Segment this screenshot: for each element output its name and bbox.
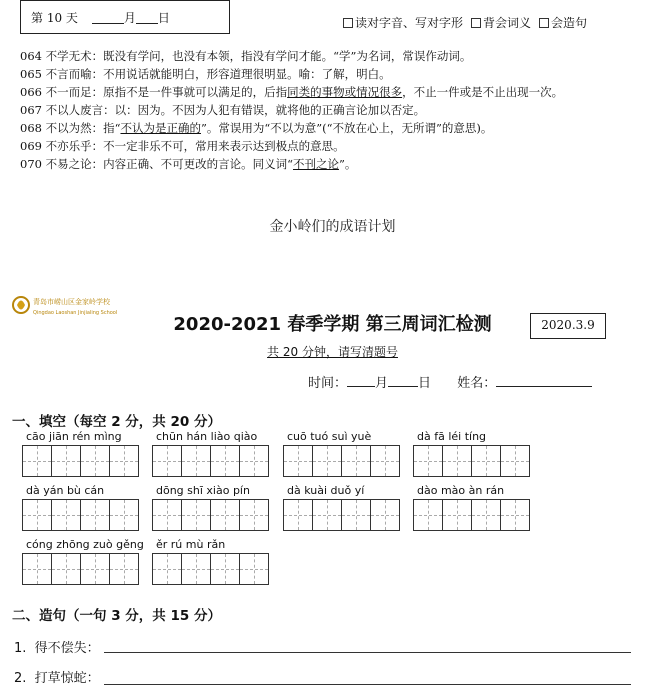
writing-boxes [152,553,269,585]
sentence-2-line[interactable] [104,684,631,685]
plan-title: 金小岭们的成语计划 [269,219,396,235]
exam-date: 2020.3.9 [530,313,606,339]
writing-cell[interactable] [81,446,110,476]
writing-cell[interactable] [182,554,211,584]
checkbox-icon[interactable] [539,18,549,28]
writing-cell[interactable] [342,446,371,476]
writing-cell[interactable] [153,554,182,584]
exam-subtitle: 共 20 分钟，请写清题号 [267,345,398,359]
logo-text-cn: 青岛市崂山区金家岭学校 [33,298,110,306]
checklist-item[interactable]: 背会词义 [471,14,531,31]
idiom-entry: 070 不易之论：内容正确、不可更改的言论。同义词“不刊之论”。 [20,157,357,171]
writing-boxes [152,499,269,531]
writing-cell[interactable] [443,500,472,530]
day-suffix: 日 [157,10,170,25]
writing-cell[interactable] [342,500,371,530]
day-blank [136,11,158,24]
pinyin-label: chūn hán liào qiào [156,430,258,443]
writing-cell[interactable] [153,446,182,476]
checkbox-icon[interactable] [471,18,481,28]
pinyin-label: ěr rú mù rǎn [156,538,226,551]
writing-cell[interactable] [313,446,342,476]
writing-cell[interactable] [371,446,399,476]
day-label: 第 10 天 [31,10,78,25]
day-input[interactable] [388,374,418,387]
writing-cell[interactable] [110,554,138,584]
checklist-item[interactable]: 读对字音、写对字形 [343,14,463,31]
writing-cell[interactable] [211,500,240,530]
writing-cell[interactable] [110,500,138,530]
writing-cell[interactable] [211,554,240,584]
writing-cell[interactable] [414,446,443,476]
section-2-title: 二、造句（一句 3 分，共 15 分） [12,608,221,624]
day-box [20,0,230,34]
writing-boxes [413,499,530,531]
month-blank [92,11,124,24]
pinyin-label: dōng shī xiào pín [156,484,250,497]
writing-cell[interactable] [52,446,81,476]
pinyin-label: cuō tuó suì yuè [287,430,372,443]
pinyin-label: cóng zhōng zuò gěng [26,538,144,551]
pinyin-label: dà fā léi tíng [417,430,487,443]
writing-cell[interactable] [23,500,52,530]
writing-boxes [413,445,530,477]
sentence-1-line[interactable] [104,652,631,653]
pinyin-label: dà yán bù cán [26,484,105,497]
pinyin-label: dào mào àn rán [417,484,505,497]
writing-cell[interactable] [153,500,182,530]
name-input[interactable] [496,374,592,387]
idiom-entry: 065 不言而喻：不用说话就能明白，形容道理很明显。喻：了解，明白。 [20,67,391,81]
writing-boxes [152,445,269,477]
idiom-list [20,47,650,173]
idiom-entry: 066 不一而足：原指不是一件事就可以满足的，后指同类的事物或情况很多，不止一件或是不止出现一次。 [20,85,564,99]
sentence-2: 2. 打草惊蛇： [14,671,100,686]
writing-cell[interactable] [23,554,52,584]
month-label: 月 [123,10,136,25]
section-1-title: 一、填空（每空 2 分，共 20 分） [12,414,221,430]
writing-cell[interactable] [182,500,211,530]
writing-cell[interactable] [443,446,472,476]
writing-cell[interactable] [110,446,138,476]
sentence-1: 1. 得不偿失： [14,641,100,656]
idiom-entry: 064 不学无术：既没有学问，也没有本领，指没有学问才能。“学”为名词，常误作动词。 [20,49,472,63]
month-input[interactable] [347,374,375,387]
writing-boxes [22,553,139,585]
writing-cell[interactable] [240,446,268,476]
writing-cell[interactable] [371,500,399,530]
writing-cell[interactable] [81,554,110,584]
writing-cell[interactable] [81,500,110,530]
checklist-item[interactable]: 会造句 [539,14,587,31]
idiom-entry: 067 不以人废言：以：因为。不因为人犯有错误，就将他的正确言论加以否定。 [20,103,426,117]
writing-cell[interactable] [211,446,240,476]
writing-cell[interactable] [284,446,313,476]
exam-title: 2020-2021 春季学期 第三周词汇检测 [173,314,492,335]
writing-cell[interactable] [240,500,268,530]
idiom-entry: 069 不亦乐乎：不一定非乐不可，常用来表示达到极点的意思。 [20,139,345,153]
writing-cell[interactable] [52,500,81,530]
writing-cell[interactable] [501,446,529,476]
checklist [343,14,587,31]
writing-cell[interactable] [23,446,52,476]
writing-cell[interactable] [501,500,529,530]
writing-cell[interactable] [313,500,342,530]
writing-boxes [283,445,400,477]
writing-cell[interactable] [472,446,501,476]
pinyin-label: dà kuài duǒ yí [287,484,365,497]
writing-cell[interactable] [240,554,268,584]
writing-cell[interactable] [52,554,81,584]
time-name-line: 时间： 月 日 姓名： [308,372,592,391]
writing-cell[interactable] [472,500,501,530]
writing-boxes [22,445,139,477]
logo-text-en: Qingdao Laoshan Jinjialing School [33,310,118,316]
writing-cell[interactable] [182,446,211,476]
writing-boxes [283,499,400,531]
writing-cell[interactable] [414,500,443,530]
pinyin-label: cāo jiān rén mìng [26,430,122,443]
writing-cell[interactable] [284,500,313,530]
checkbox-icon[interactable] [343,18,353,28]
writing-boxes [22,499,139,531]
idiom-entry: 068 不以为然：指“不认为是正确的”。常误用为“不以为意”(“不放在心上，无所谓”的意思)。 [20,121,493,135]
